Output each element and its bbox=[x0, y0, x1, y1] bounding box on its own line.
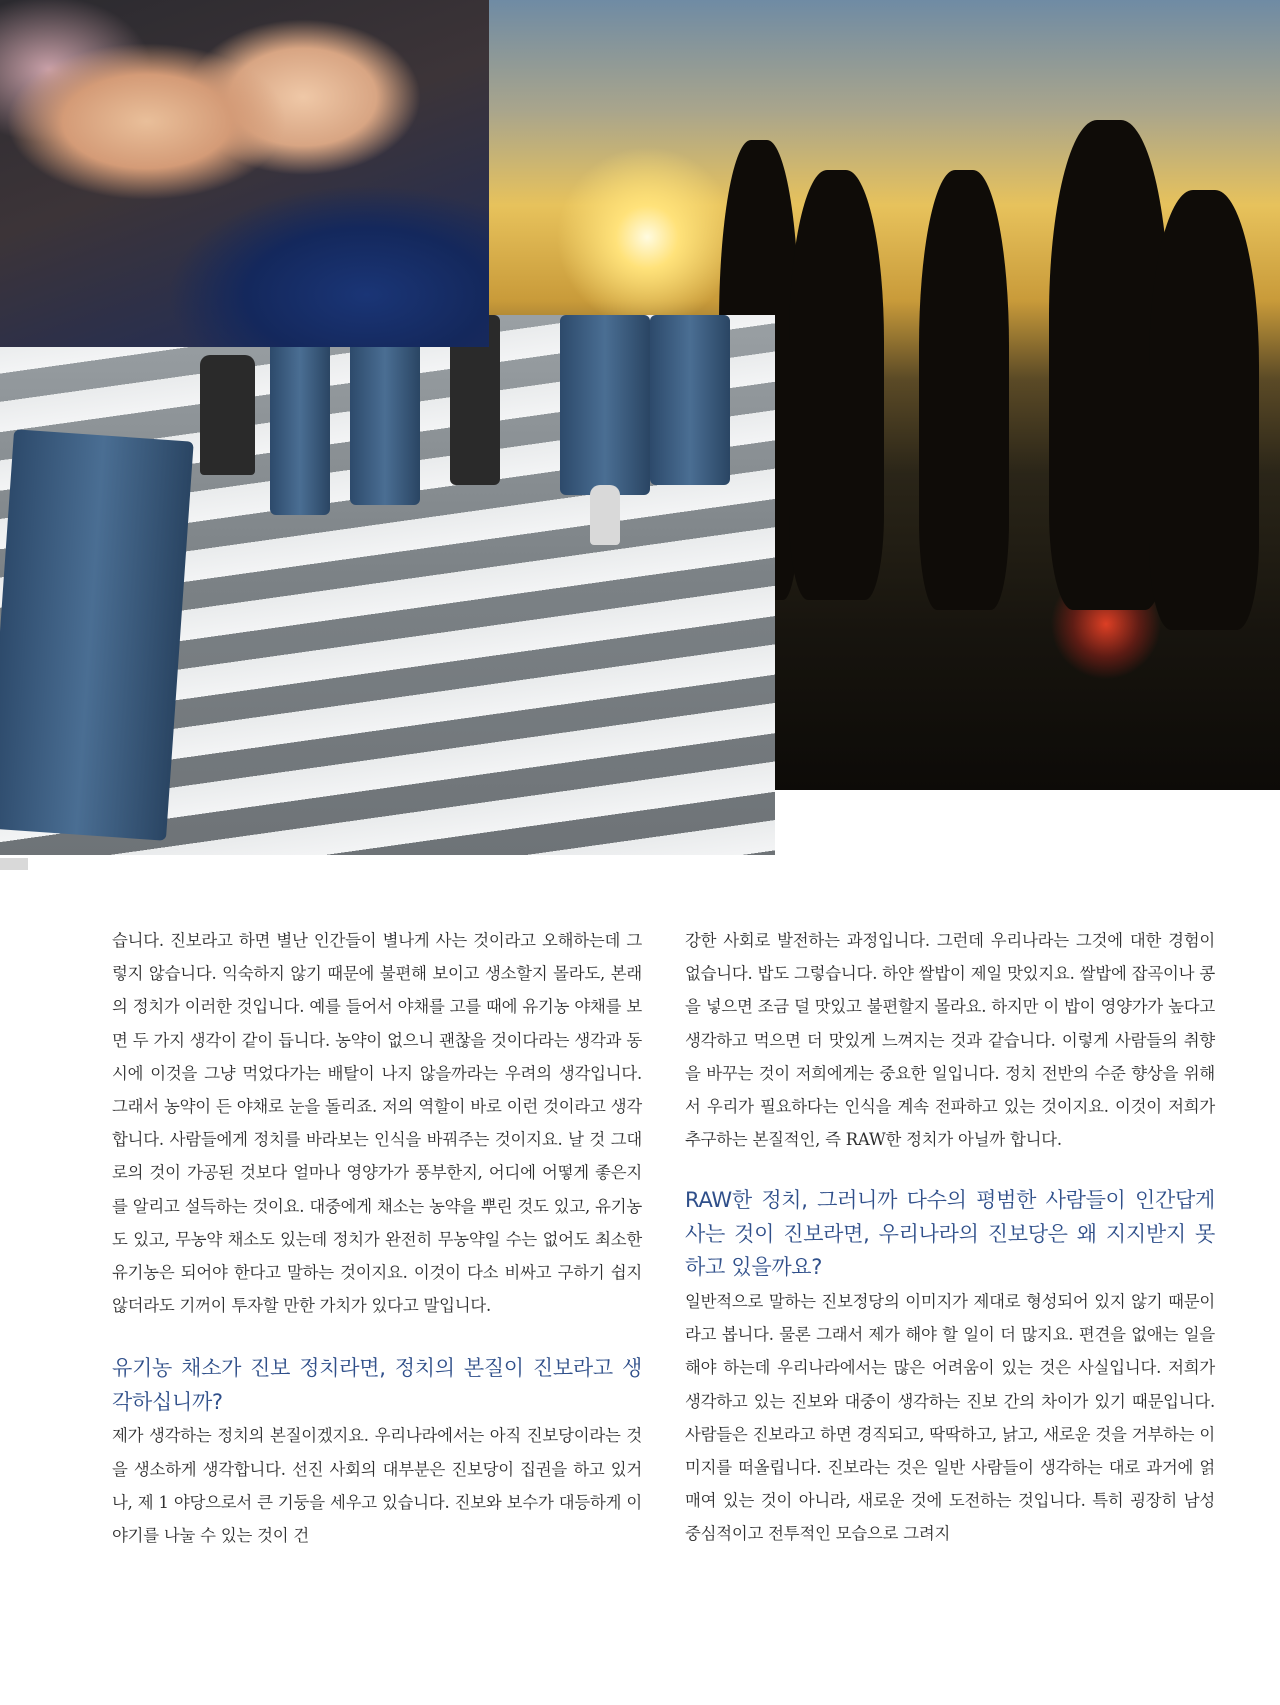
article-column-left bbox=[112, 924, 642, 1552]
holding-hands-photo bbox=[0, 0, 489, 347]
page-corner-mark bbox=[0, 858, 28, 870]
interview-question: 유기농 채소가 진보 정치라면, 정치의 본질이 진보라고 생각하십니까? bbox=[112, 1356, 642, 1414]
jeans-leg bbox=[0, 429, 194, 841]
body-paragraph: 강한 사회로 발전하는 과정입니다. 그런데 우리나라는 그것에 대한 경험이 없습니다. 밥도 그렇습니다. 하얀 쌀밥이 제일 맛있지요. 쌀밥에 잡곡이나 콩을 넣으면 조금 덜 맛있고 불편할지 몰라요. 하지만 이 밥이 영양가가 높다고 생각하고 먹으면 더 맛있게 느껴지는 것과 같습니다. 이렇게 사람들의 취향을 바꾸는 것이 저희에게는 중요한 일입니다. 정치 전반의 수준 향상을 위해서 우리가 필요하다는 인식을 계속 전파하고 있는 것이지요. 이것이 저희가 추구하는 본질적인, 즉 RAW한 정치가 아닐까 합니다. bbox=[685, 931, 1215, 1150]
silhouette-person bbox=[1149, 190, 1259, 630]
jeans-leg bbox=[650, 315, 730, 485]
body-paragraph: 제가 생각하는 정치의 본질이겠지요. 우리나라에서는 아직 진보당이라는 것을 생소하게 생각합니다. 선진 사회의 대부분은 진보당이 집권을 하고 있거나, 제 1 야당으로서 큰 기둥을 세우고 있습니다. 진보와 보수가 대등하게 이야기를 나눌 수 있는 것이 건 bbox=[112, 1426, 642, 1546]
shoe bbox=[590, 485, 620, 545]
jeans-leg bbox=[560, 315, 650, 495]
article-column-right bbox=[685, 924, 1215, 1551]
body-paragraph: 습니다. 진보라고 하면 별난 인간들이 별나게 사는 것이라고 오해하는데 그렇지 않습니다. 익숙하지 않기 때문에 불편해 보이고 생소할지 몰라도, 본래의 정치가 이러한 것입니다. 예를 들어서 야채를 고를 때에 유기농 야채를 보면 두 가지 생각이 같이 듭니다. 농약이 없으니 괜찮을 것이다라는 생각과 동시에 이것을 그냥 먹었다가는 배탈이 나지 않을까라는 우려의 생각입니다. 그래서 농약이 든 야채로 눈을 돌리죠. 저의 역할이 바로 이런 것이라고 생각합니다. 사람들에게 정치를 바라보는 인식을 바꿔주는 것이지요. 날 것 그대로의 것이 가공된 것보다 얼마나 영양가가 풍부한지, 어디에 어떻게 좋은지를 알리고 설득하는 것이요. 대중에게 채소는 농약을 뿌린 것도 있고, 유기농도 있고, 무농약 채소도 있는데 정치가 완전히 무농약일 수는 없어도 최소한 유기농은 되어야 한다고 말하는 것이지요. 이것이 다소 비싸고 구하기 쉽지 않더라도 기꺼이 투자할 만한 가치가 있다고 말입니다. bbox=[112, 931, 642, 1316]
body-paragraph: 일반적으로 말하는 진보정당의 이미지가 제대로 형성되어 있지 않기 때문이라고 봅니다. 물론 그래서 제가 해야 할 일이 더 많지요. 편견을 없애는 일을 해야 하는데 우리나라에서는 많은 어려움이 있는 것은 사실입니다. 저희가 생각하고 있는 진보와 대중이 생각하는 진보 간의 차이가 있기 때문입니다. 사람들은 진보라고 하면 경직되고, 딱딱하고, 낡고, 새로운 것을 거부하는 이미지를 떠올립니다. 진보라는 것은 일반 사람들이 생각하는 대로 과거에 얽매여 있는 것이 아니라, 새로운 것에 도전하는 것입니다. 특히 굉장히 남성 중심적이고 전투적인 모습으로 그려지 bbox=[685, 1291, 1215, 1544]
silhouette-person bbox=[919, 170, 1009, 610]
handbag bbox=[200, 355, 255, 475]
crosswalk-photo bbox=[0, 315, 775, 855]
interview-question: RAW한 정치, 그러니까 다수의 평범한 사람들이 인간답게 사는 것이 진보라면, 우리나라의 진보당은 왜 지지받지 못하고 있을까요? bbox=[685, 1188, 1215, 1280]
silhouette-person bbox=[789, 170, 884, 600]
